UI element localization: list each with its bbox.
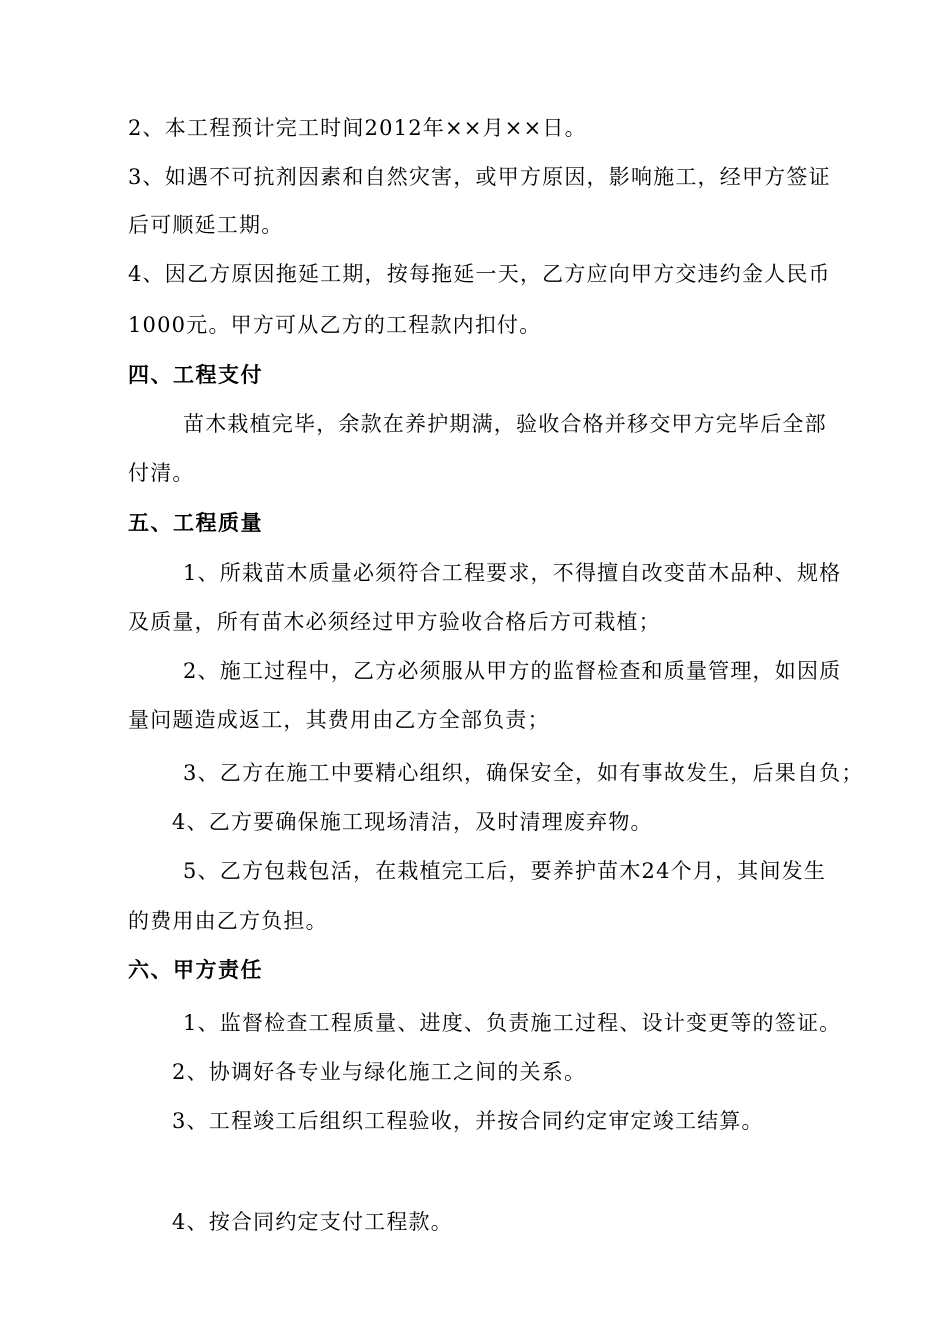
clause-5-4: 4、乙方要确保施工现场清洁，及时清理废弃物。 [172, 810, 653, 834]
clause-5-1-cont: 及质量，所有苗木必须经过甲方验收合格后方可栽植； [128, 610, 661, 634]
section-heading-party-a: 六、甲方责任 [128, 958, 263, 982]
clause-5-5-cont: 的费用由乙方负担。 [128, 909, 328, 933]
clause-6-3: 3、工程竣工后组织工程验收，并按合同约定审定竣工结算。 [172, 1109, 764, 1133]
clause-3-4: 4、因乙方原因拖延工期，按每拖延一天，乙方应向甲方交违约金人民币 [128, 262, 831, 286]
clause-5-1: 1、所栽苗木质量必须符合工程要求，不得擅自改变苗木品种、规格 [183, 561, 842, 585]
clause-5-2-cont: 量问题造成返工，其费用由乙方全部负责； [128, 708, 550, 732]
clause-6-2: 2、协调好各专业与绿化施工之间的关系。 [172, 1060, 587, 1084]
clause-3-4-cont: 1000元。甲方可从乙方的工程款内扣付。 [128, 313, 542, 337]
clause-5-5: 5、乙方包栽包活，在栽植完工后，要养护苗木24个月，其间发生 [183, 859, 827, 883]
clause-6-1: 1、监督检查工程质量、进度、负责施工过程、设计变更等的签证。 [183, 1011, 842, 1035]
section-heading-quality: 五、工程质量 [128, 511, 263, 535]
clause-6-4: 4、按合同约定支付工程款。 [172, 1210, 453, 1234]
payment-paragraph-cont: 付清。 [128, 461, 195, 485]
clause-5-2: 2、施工过程中，乙方必须服从甲方的监督检查和质量管理，如因质 [183, 659, 842, 683]
clause-3-2: 2、本工程预计完工时间2012年××月××日。 [128, 116, 587, 140]
section-heading-payment: 四、工程支付 [128, 363, 263, 387]
payment-paragraph: 苗木栽植完毕，余款在养护期满，验收合格并移交甲方完毕后全部 [183, 412, 827, 436]
clause-3-3-cont: 后可顺延工期。 [128, 213, 284, 237]
clause-5-3: 3、乙方在施工中要精心组织，确保安全，如有事故发生，后果自负； [183, 761, 864, 785]
clause-3-3: 3、如遇不可抗剂因素和自然灾害，或甲方原因，影响施工，经甲方签证 [128, 165, 831, 189]
